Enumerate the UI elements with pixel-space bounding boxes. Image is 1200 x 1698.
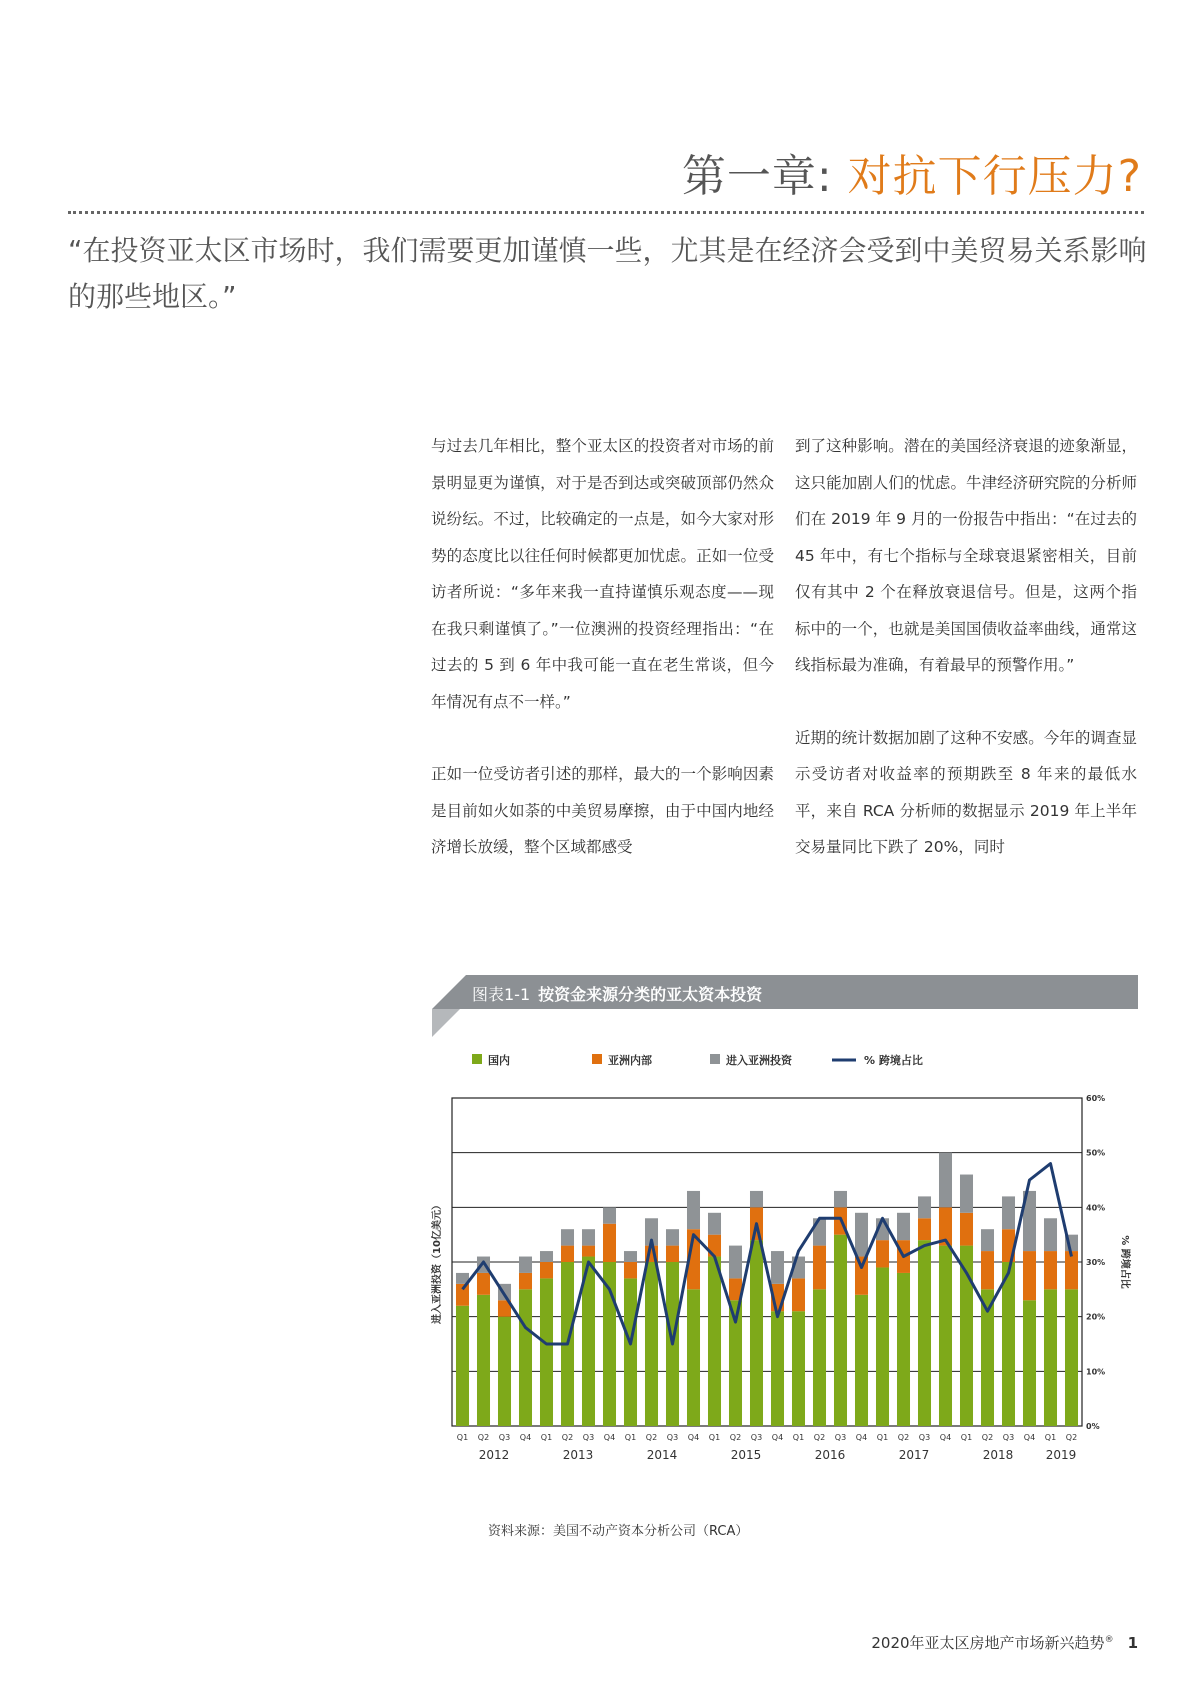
- quarter-label: Q1: [876, 1433, 889, 1442]
- right-axis-tick: 30%: [1086, 1258, 1106, 1267]
- quarter-label: Q2: [477, 1433, 490, 1442]
- body-column-right: [795, 428, 1137, 866]
- bar-segment: [1044, 1251, 1057, 1289]
- bar-segment: [477, 1273, 490, 1295]
- bar-segment: [876, 1267, 889, 1426]
- bar-segment: [519, 1273, 532, 1289]
- bar-segment: [750, 1191, 763, 1207]
- bar-segment: [498, 1317, 511, 1426]
- legend-swatch: [472, 1054, 482, 1064]
- legend-label: 国内: [488, 1054, 510, 1067]
- paragraph-3: 近期的统计数据加剧了这种不安感。今年的调查显示受访者对收益率的预期跌至 8 年来的最低水平，来自 RCA 分析师的数据显示 2019 年上半年交易量同比下跌了 20%，同时: [795, 728, 1137, 856]
- bar-segment: [603, 1224, 616, 1262]
- quarter-label: Q2: [729, 1433, 742, 1442]
- bar-segment: [792, 1278, 805, 1311]
- bar-segment: [834, 1191, 847, 1207]
- bar-segment: [561, 1246, 574, 1262]
- bar-segment: [792, 1311, 805, 1426]
- quarter-label: Q1: [540, 1433, 553, 1442]
- quarter-label: Q4: [855, 1433, 868, 1442]
- bar-segment: [1065, 1289, 1078, 1426]
- quarter-label: Q1: [708, 1433, 721, 1442]
- dotted-divider: [68, 211, 1144, 214]
- registered-mark: ®: [1104, 1635, 1114, 1645]
- paragraph-2: 正如一位受访者引述的那样，最大的一个影响因素是目前如火如荼的中美贸易摩擦，由于中国内地经济增长放缓，整个区域都感受: [431, 765, 774, 856]
- bar-segment: [666, 1229, 679, 1245]
- bar-segment: [813, 1246, 826, 1290]
- bar-segment: [687, 1191, 700, 1229]
- bar-segment: [666, 1246, 679, 1262]
- quarter-label: Q3: [750, 1433, 763, 1442]
- figure-number: 图表1-1: [472, 985, 531, 1004]
- bar-segment: [1002, 1196, 1015, 1229]
- legend-label: % 跨境占比: [864, 1054, 923, 1067]
- bar-segment: [708, 1213, 721, 1235]
- bar-segment: [813, 1289, 826, 1426]
- legend-label: 亚洲内部: [608, 1054, 652, 1067]
- quarter-label: Q3: [582, 1433, 595, 1442]
- quarter-label: Q2: [561, 1433, 574, 1442]
- bar-segment: [939, 1246, 952, 1426]
- bar-segment: [603, 1262, 616, 1426]
- figure-caption: [472, 982, 762, 1005]
- stacked-bar-chart: [420, 1040, 1140, 1510]
- quarter-label: Q3: [918, 1433, 931, 1442]
- bar-segment: [981, 1229, 994, 1251]
- bar-segment: [960, 1213, 973, 1246]
- quarter-label: Q1: [960, 1433, 973, 1442]
- bar-segment: [708, 1257, 721, 1426]
- quarter-label: Q2: [813, 1433, 826, 1442]
- bar-segment: [897, 1213, 910, 1240]
- bar-segment: [1023, 1300, 1036, 1426]
- bar-segment: [1002, 1262, 1015, 1426]
- bar-segment: [876, 1240, 889, 1267]
- right-axis-tick: 20%: [1086, 1312, 1106, 1322]
- quarter-label: Q3: [666, 1433, 679, 1442]
- bar-segment: [477, 1295, 490, 1426]
- quarter-label: Q3: [498, 1433, 511, 1442]
- right-axis-tick: 40%: [1086, 1203, 1106, 1213]
- quarter-label: Q1: [1044, 1433, 1057, 1442]
- y-axis-title: 进入亚洲投资（10亿美元）: [432, 1200, 443, 1324]
- year-label: 2017: [898, 1448, 930, 1462]
- bar-segment: [939, 1153, 952, 1208]
- bar-segment: [624, 1262, 637, 1278]
- bar-segment: [1044, 1218, 1057, 1251]
- year-label: 2013: [562, 1448, 594, 1462]
- bar-segment: [729, 1246, 742, 1279]
- chapter-title: [682, 140, 1142, 204]
- bar-segment: [540, 1278, 553, 1426]
- bar-segment: [519, 1289, 532, 1426]
- bar-segment: [855, 1213, 868, 1257]
- bar-segment: [771, 1251, 784, 1284]
- year-label: 2019: [1045, 1448, 1077, 1462]
- footer-title: 2020年亚太区房地产市场新兴趋势: [871, 1634, 1105, 1652]
- bar-segment: [624, 1278, 637, 1426]
- bar-segment: [855, 1257, 868, 1295]
- bar-segment: [855, 1295, 868, 1426]
- year-label: 2018: [982, 1448, 1014, 1462]
- source-note: 资料来源：美国不动产资本分析公司（RCA）: [488, 1524, 749, 1539]
- banner-notch: [432, 975, 466, 1009]
- bar-segment: [771, 1311, 784, 1426]
- chapter-prefix: 第一章:: [681, 151, 848, 202]
- year-label: 2014: [646, 1448, 678, 1462]
- bar-segment: [918, 1218, 931, 1240]
- bar-segment: [456, 1306, 469, 1426]
- bar-segment: [750, 1240, 763, 1426]
- page-footer: [871, 1632, 1138, 1653]
- quarter-label: Q1: [792, 1433, 805, 1442]
- bar-segment: [687, 1289, 700, 1426]
- quarter-label: Q4: [939, 1433, 952, 1442]
- right-axis-tick: 60%: [1086, 1094, 1106, 1103]
- chapter-heading: 对抗下行压力?: [847, 151, 1142, 202]
- bar-segment: [540, 1262, 553, 1278]
- legend-label: 进入亚洲投资: [726, 1054, 792, 1067]
- bar-segment: [603, 1207, 616, 1223]
- body-column-left: [431, 428, 774, 866]
- legend-swatch: [710, 1054, 720, 1064]
- bar-segment: [519, 1257, 532, 1273]
- quarter-label: Q3: [834, 1433, 847, 1442]
- bar-segment: [960, 1175, 973, 1213]
- bar-segment: [981, 1251, 994, 1289]
- quarter-label: Q4: [603, 1433, 616, 1442]
- year-label: 2012: [478, 1448, 510, 1462]
- bar-segment: [813, 1218, 826, 1245]
- quarter-label: Q3: [1002, 1433, 1015, 1442]
- figure-title: 按资金来源分类的亚太资本投资: [538, 985, 763, 1004]
- bar-segment: [582, 1229, 595, 1245]
- bar-segment: [918, 1240, 931, 1426]
- quarter-label: Q1: [624, 1433, 637, 1442]
- bar-segment: [540, 1251, 553, 1262]
- page-number: 1: [1127, 1634, 1138, 1652]
- quarter-label: Q2: [1065, 1433, 1078, 1442]
- y2-axis-title: % 跨境占比: [1119, 1235, 1130, 1289]
- bar-segment: [1023, 1251, 1036, 1300]
- year-label: 2016: [814, 1448, 846, 1462]
- bar-segment: [645, 1262, 658, 1426]
- quarter-label: Q2: [645, 1433, 658, 1442]
- legend-swatch: [592, 1054, 602, 1064]
- quarter-label: Q1: [456, 1433, 469, 1442]
- quarter-label: Q4: [519, 1433, 532, 1442]
- pull-quote: “在投资亚太区市场时，我们需要更加谨慎一些，尤其是在经济会受到中美贸易关系影响的那些地区。”: [68, 234, 1147, 313]
- bar-segment: [918, 1196, 931, 1218]
- quarter-label: Q2: [981, 1433, 994, 1442]
- quarter-label: Q2: [897, 1433, 910, 1442]
- bar-segment: [897, 1273, 910, 1426]
- right-axis-tick: 0%: [1086, 1422, 1100, 1431]
- quarter-label: Q4: [1023, 1433, 1036, 1442]
- quarter-label: Q4: [687, 1433, 700, 1442]
- bar-segment: [1044, 1289, 1057, 1426]
- bar-segment: [624, 1251, 637, 1262]
- bar-segment: [1065, 1251, 1078, 1289]
- year-label: 2015: [730, 1448, 762, 1462]
- quarter-label: Q4: [771, 1433, 784, 1442]
- paragraph-1-continued: 到了这种影响。潜在的美国经济衰退的迹象渐显，这只能加剧人们的忧虑。牛津经济研究院的分析师们在 2019 年 9 月的一份报告中指出：“在过去的 45 年中，有七个指标与全球衰退紧密相关，目前仅有其中 2 个在释放衰退信号。但是，这两个指标中的一个，也就是美国国债收益率曲线，通常这线指标最为准确，有着最早的预警作用。”: [795, 437, 1137, 674]
- right-axis-tick: 50%: [1086, 1148, 1106, 1158]
- banner-shadow: [432, 1009, 460, 1037]
- bar-segment: [582, 1246, 595, 1257]
- bar-segment: [834, 1235, 847, 1426]
- bar-segment: [561, 1229, 574, 1245]
- figure-banner: [432, 975, 1138, 1009]
- right-axis-tick: 10%: [1086, 1367, 1106, 1377]
- paragraph-1: 与过去几年相比，整个亚太区的投资者对市场的前景明显更为谨慎，对于是否到达或突破顶部仍然众说纷纭。不过，比较确定的一点是，如今大家对形势的态度比以往任何时候都更加忧虑。正如一位受访者所说：“多年来我一直持谨慎乐观态度——现在我只剩谨慎了。”一位澳洲的投资经理指出：“在过去的 5 到 6 年中我可能一直在老生常谈，但今年情况有点不一样。”: [431, 437, 774, 711]
